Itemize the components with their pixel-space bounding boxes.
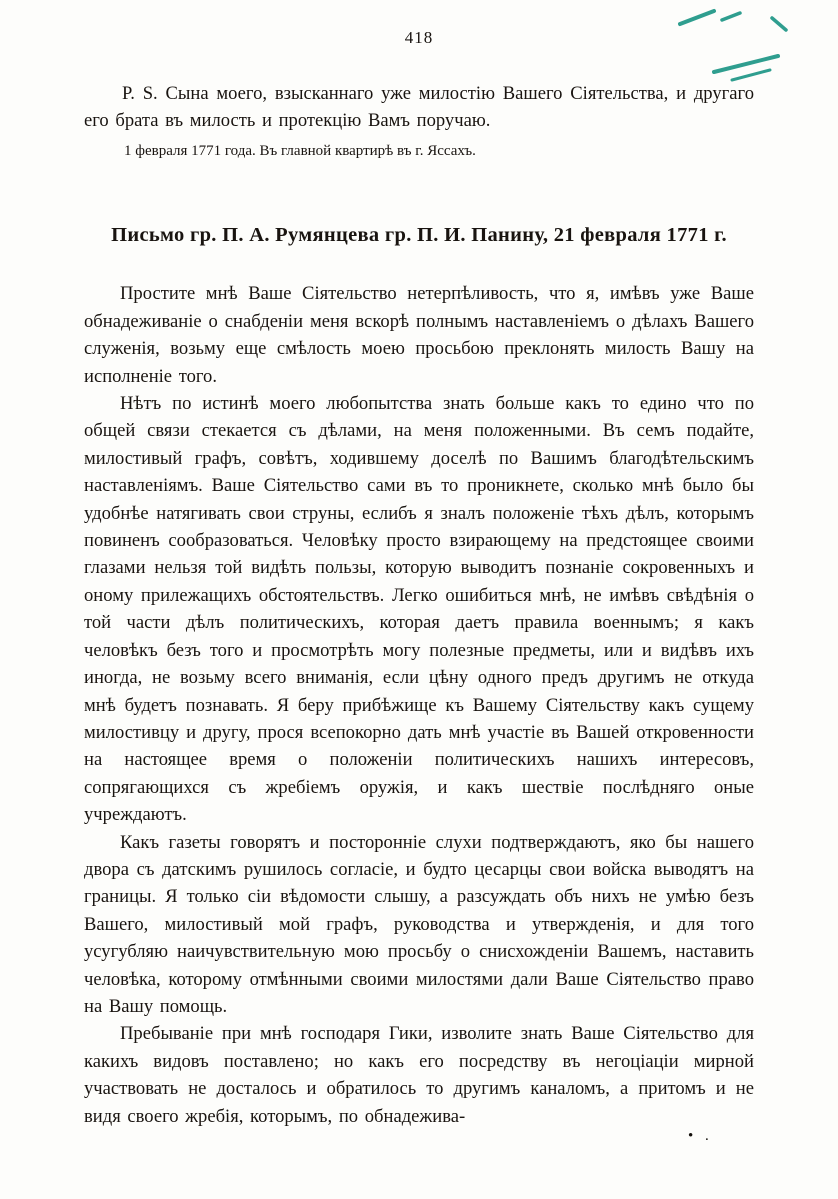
- body-paragraph-1: Простите мнѣ Ваше Сіятельство нетерпѣливость, что я, имѣвъ уже Ваше обнадеживаніе о снабденіи меня вскорѣ полнымъ наставленіемъ о дѣлахъ Вашего служенія, возьму еще смѣлость моею просьбою преклонять милость Вашу на исполненіе того.: [84, 283, 754, 387]
- body-paragraph-4: Пребываніе при мнѣ господаря Гики, изволите знать Ваше Сіятельство для какихъ видовъ поставлено; но какъ его посредству въ негоціаціи мирной участвовать не досталось и обратилось то другимъ каналомъ, а притомъ и не видя своего жребія, которымъ, по обнадежива-: [84, 1023, 754, 1127]
- body-paragraph-3: Какъ газеты говорятъ и посторонніе слухи подтверждаютъ, яко бы нашего двора съ датскимъ рушилось согласіе, и будто цесарцы свои войска выводятъ на границы. Я только сіи вѣдомости слышу, а разсуждать объ нихъ не умѣю безъ Вашего, милостивый мой графъ, руководства и утвержденія, и для того усугубляю наичувствительную мою просьбу о снисхожденіи Вашемъ, наставить человѣка, которому отмѣнными своими милостями дали Ваше Сіятельство право на Вашу помощь.: [84, 831, 754, 1017]
- ink-dots: • .: [688, 1128, 713, 1144]
- page-number: 418: [404, 28, 434, 47]
- letter-heading: Письмо гр. П. А. Румянцева гр. П. И. Панину, 21 февраля 1771 г.: [111, 224, 727, 247]
- pen-stroke: [732, 70, 770, 80]
- letter-body: [84, 280, 754, 1130]
- pen-stroke: [722, 13, 740, 20]
- pen-stroke: [714, 56, 778, 72]
- dateline: 1 февраля 1771 года. Въ главной квартирѣ въ г. Яссахъ.: [124, 143, 476, 160]
- body-paragraph-2: Нѣтъ по истинѣ моего любопытства знать больше какъ то едино что по общей связи стекается съ дѣлами, на меня положенными. Въ семъ подайте, милостивый графъ, совѣтъ, ходившему доселѣ по Вашимъ благодѣтельскимъ наставленіямъ. Ваше Сіятельство сами въ то проникнете, сколько мнѣ было бы удобнѣе натягивать свои струны, еслибъ я зналъ положеніе тѣхъ дѣлъ, которымъ повиненъ сообразоваться. Человѣку просто взирающему на предстоящее своими глазами нельзя той видѣть пользы, которую выводитъ познаніе сокровенныхъ и оному прилежащихъ обстоятельствъ. Легко ошибиться мнѣ, не имѣвъ свѣдѣнія о той части дѣлъ политическихъ, которая даетъ правила военнымъ; я какъ человѣкъ безъ того и просмотрѣть могу полезные предметы, или и видѣвъ ихъ иногда, не возьму всего вниманія, если цѣну одного предъ другимъ не откуда мнѣ будетъ познавать. Я беру прибѣжище къ Вашему Сіятельству какъ сущему милостивцу и другу, прося всепокорно дать мнѣ участіе въ Вашей откровенности на настоящее время о положеніи политическихъ нашихъ интересовъ, сопрягающихся съ жребіемъ оружія, и какъ шествіе послѣдняго оные учреждаютъ.: [84, 393, 754, 826]
- postscript-paragraph: P. S. Сына моего, взысканнаго уже милостію Вашего Сіятельства, и другаго его брата въ милость и протекцію Вамъ поручаю.: [84, 83, 754, 132]
- pen-stroke: [772, 18, 786, 30]
- pen-stroke: [680, 11, 714, 24]
